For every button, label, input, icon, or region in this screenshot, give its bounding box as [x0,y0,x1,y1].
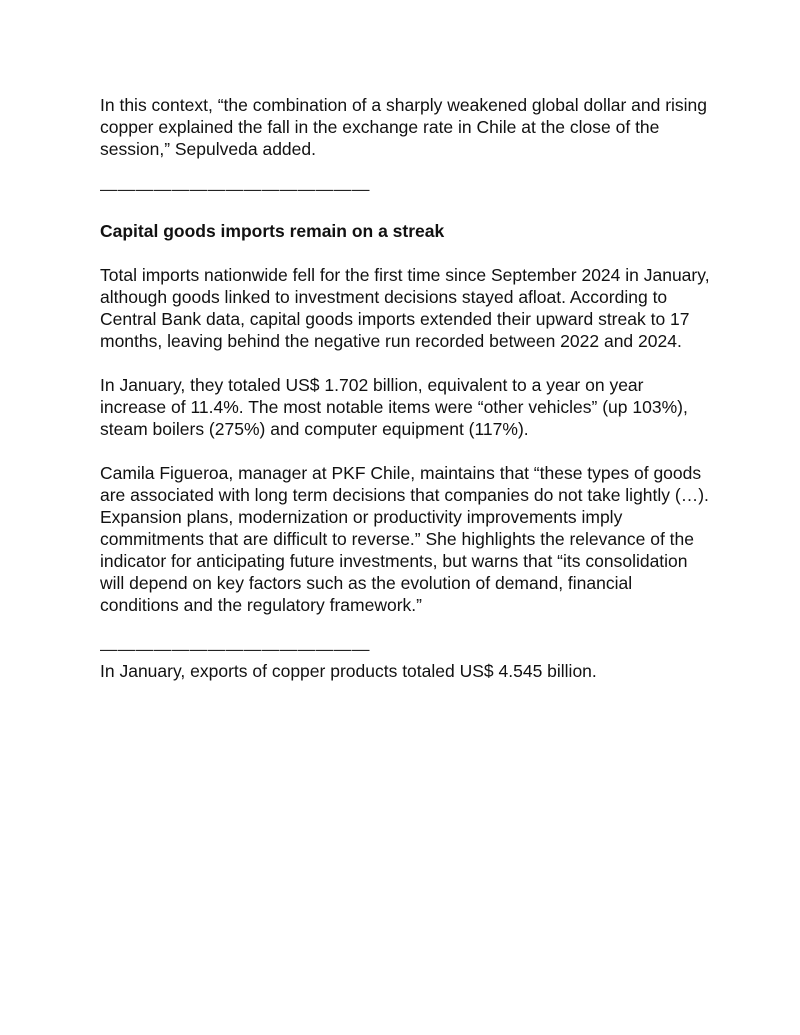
intro-paragraph: In this context, “the combination of a sharply weakened global dollar and rising copper explained the fall in the exchange rate in Chile at the close of the session,” Sepulveda added. [100,95,708,159]
section-divider: ——————————————— [100,179,370,199]
january-totals-paragraph: In January, they totaled US$ 1.702 billion, equivalent to a year on year increase of 11.4%. The most notable items were “other vehicles” (up 103%), steam boilers (275%) and computer equipment (117%). [100,375,688,439]
figueroa-quote-paragraph: Camila Figueroa, manager at PKF Chile, maintains that “these types of goods are associated with long term decisions that companies do not take lightly (…). Expansion plans, modernization or productivity improvements imply commitments that are difficult to reverse.” She highlights the relevance of the indicator for anticipating future investments, but warns that “its consolidation will depend on key factors such as the evolution of demand, financial conditions and the regulatory framework.” [100,463,709,615]
section-heading: Capital goods imports remain on a streak [100,221,445,241]
imports-paragraph: Total imports nationwide fell for the first time since September 2024 in January, although goods linked to investment decisions stayed afloat. According to Central Bank data, capital goods imports extended their upward streak to 17 months, leaving behind the negative run recorded between 2022 and 2024. [100,265,710,351]
copper-exports-line: In January, exports of copper products totaled US$ 4.545 billion. [100,661,597,681]
document-page [100,94,710,682]
section-divider-2: ——————————————— [100,639,370,659]
